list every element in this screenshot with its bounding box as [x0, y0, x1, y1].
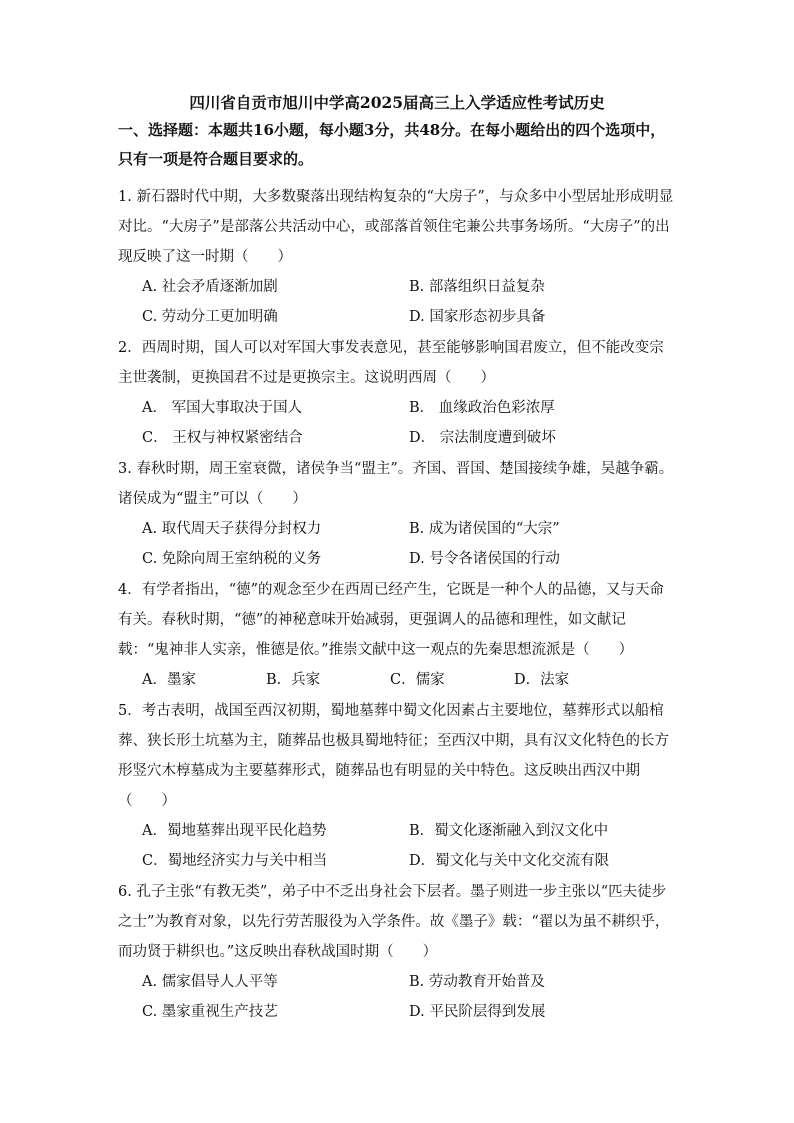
exam-title: 四川省自贡市旭川中学高2025届高三上入学适应性考试历史 [189, 93, 605, 112]
option-b: B. 成为诸侯国的“大宗” [409, 521, 560, 537]
option-d: D．蜀文化与关中文化交流有限 [409, 853, 610, 869]
options-grid [118, 967, 676, 1027]
option-d: D．法家 [514, 672, 570, 688]
section-heading: 一、选择题：本题共16小题，每小题3分，共48分。在每小题给出的四个选项中，只有一项是符合题目要求的。 [118, 121, 666, 168]
option-c: C． 王权与神权紧密结合 [142, 430, 303, 446]
question-stem: 3. 春秋时期，周王室衰微，诸侯争当“盟主”。齐国、晋国、楚国接续争雄，吴越争霸。诸侯成为“盟主”可以（ ） [118, 461, 674, 507]
option-b: B． 血缘政治色彩浓厚 [409, 400, 555, 416]
option-b: B．蜀文化逐渐融入到汉文化中 [409, 823, 609, 839]
option-d: D. 号令各诸侯国的行动 [409, 551, 560, 567]
option-d: D. 平民阶层得到发展 [409, 1004, 546, 1020]
option-a: A． 军国大事取决于国人 [142, 400, 303, 416]
option-c: C．儒家 [390, 672, 445, 688]
option-d: D． 宗法制度遭到破坏 [409, 430, 556, 446]
option-b: B. 劳动教育开始普及 [409, 974, 545, 990]
option-a: A．蜀地墓葬出现平民化趋势 [142, 823, 327, 839]
question-1 [118, 182, 676, 332]
question-stem: 5．考古表明，战国至西汉初期，蜀地墓葬中蜀文化因素占主要地位，墓葬形式以船棺葬、狭长形土坑墓为主，随葬品也极具蜀地特征；至西汉中期，具有汉文化特色的长方形竖穴木椁墓成为主要墓葬形式，随葬品也有明显的关中特色。这反映出西汉中期（ ） [118, 703, 669, 809]
options-grid [118, 393, 676, 453]
option-d: D. 国家形态初步具备 [409, 309, 546, 325]
question-6 [118, 877, 676, 1027]
option-b: B. 部落组织日益复杂 [409, 279, 545, 295]
options-grid [118, 272, 676, 332]
option-c: C. 劳动分工更加明确 [142, 309, 278, 325]
question-stem: 6. 孔子主张“有教无类”，弟子中不乏出身社会下层者。墨子则进一步主张以“匹夫徒步之士”为教育对象，以先行劳苦服役为入学条件。故《墨子》载：“翟以为虽不耕织乎，而功贤于耕织也。”这反映出春秋战国时期（ ） [118, 884, 670, 960]
option-c: C. 免除向周王室纳税的义务 [142, 551, 322, 567]
question-3 [118, 454, 676, 574]
question-4 [118, 575, 676, 695]
question-2 [118, 333, 676, 453]
option-a: A. 儒家倡导人人平等 [142, 974, 278, 990]
options-grid [118, 816, 676, 876]
option-c: C．蜀地经济实力与关中相当 [142, 853, 328, 869]
question-stem: 1. 新石器时代中期，大多数聚落出现结构复杂的“大房子”，与众多中小型居址形成明显对比。“大房子”是部落公共活动中心，或部落首领住宅兼公共事务场所。“大房子”的出现反映了这一时期（ ） [118, 189, 674, 265]
option-a: A．墨家 [142, 672, 196, 688]
options-row [118, 665, 676, 695]
question-stem: 2．西周时期，国人可以对军国大事发表意见，甚至能够影响国君废立，但不能改变宗主世袭制，更换国君不过是更换宗主。这说明西周（ ） [118, 340, 664, 386]
option-b: B．兵家 [266, 672, 321, 688]
option-a: A. 取代周天子获得分封权力 [142, 521, 322, 537]
question-5 [118, 696, 676, 876]
options-grid [118, 514, 676, 574]
option-a: A. 社会矛盾逐渐加剧 [142, 279, 278, 295]
question-stem: 4．有学者指出，“德”的观念至少在西周已经产生，它既是一种个人的品德，又与天命有关。春秋时期，“德”的神秘意味开始减弱，更强调人的品德和理性，如文献记载：“鬼神非人实亲，惟德是依。”推崇文献中这一观点的先秦思想流派是（ ） [118, 582, 665, 658]
option-c: C. 墨家重视生产技艺 [142, 1004, 278, 1020]
